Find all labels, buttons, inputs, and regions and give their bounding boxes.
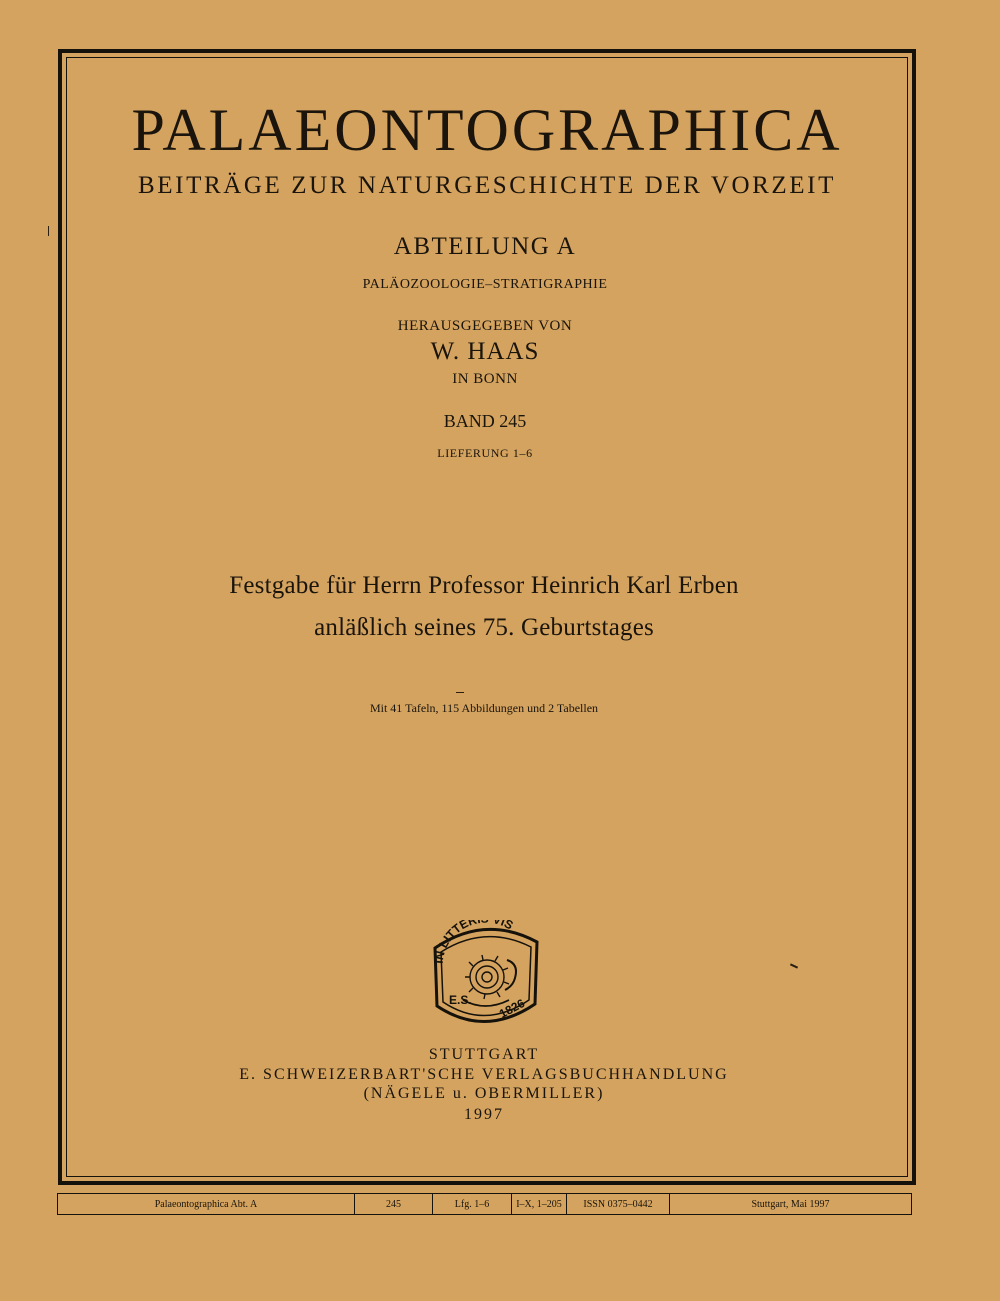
dedication-line-1: Festgabe für Herrn Professor Heinrich Karl Erben [229,572,739,599]
seal-initials: E.S. [449,993,472,1007]
footer-journal: Palaeontographica Abt. A [58,1194,355,1214]
footer-issn: ISSN 0375–0442 [567,1194,670,1214]
publication-year: 1997 [464,1106,504,1123]
publisher-name: E. SCHWEIZERBART'SCHE VERLAGSBUCHHANDLUNG [239,1066,729,1083]
ammonite-seal-icon [425,920,545,1035]
journal-subtitle: BEITRÄGE ZUR NATURGESCHICHTE DER VORZEIT [138,172,836,199]
footer-pages: I–X, 1–205 [512,1194,567,1214]
section-name: ABTEILUNG A [393,233,577,260]
publisher-owners: (NÄGELE u. OBERMILLER) [363,1085,605,1102]
contents-note: Mit 41 Tafeln, 115 Abbildungen und 2 Tabellen [369,701,599,715]
seal-motto: IN LITTER IS [431,920,516,965]
footer-issue: Lfg. 1–6 [433,1194,512,1214]
seal-year: 1826 [496,995,528,1021]
publisher-city: STUTTGART [428,1046,540,1063]
scan-speck [48,226,49,236]
journal-title: PALAEONTOGRAPHICA [131,97,843,163]
editor-intro: HERAUSGEGEBEN VON [397,318,573,334]
editor-location: IN BONN [452,371,518,387]
dedication-line-2: anläßlich seines 75. Geburtstages [314,614,654,641]
footer-place-date: Stuttgart, Mai 1997 [751,1198,830,1210]
publisher-seal-icon [425,920,545,1035]
citation-footer [57,1193,912,1215]
section-topics: PALÄOZOOLOGIE–STRATIGRAPHIE [362,277,608,292]
volume-lieferung: LIEFERUNG 1–6 [437,446,533,460]
editor-name: W. HAAS [430,338,540,365]
footer-volume: 245 [355,1194,433,1214]
volume-band: BAND 245 [443,411,527,431]
scan-speck [456,692,464,693]
